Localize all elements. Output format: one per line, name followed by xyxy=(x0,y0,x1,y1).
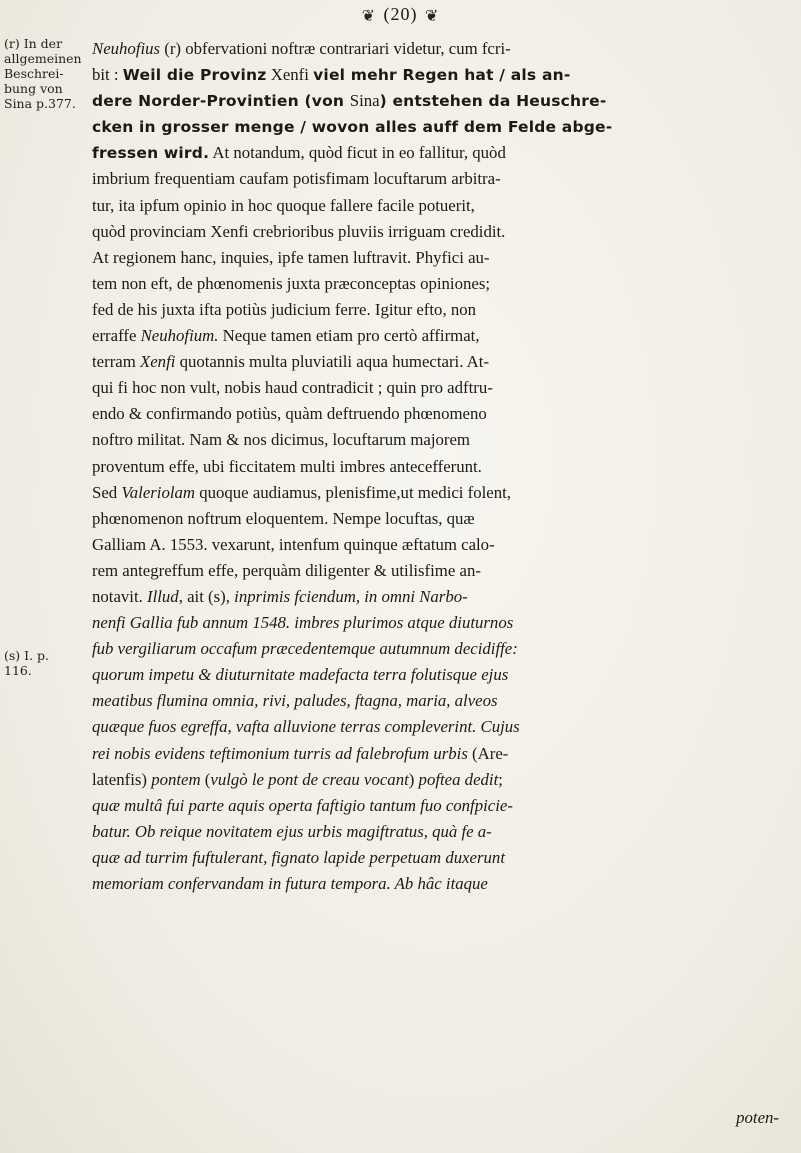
italic-text: inprimis fciendum, in omni Narbo- xyxy=(234,586,468,606)
left-ornament-icon: ❦ xyxy=(361,7,376,25)
body-text xyxy=(92,36,782,897)
latin-text: bit : xyxy=(92,65,123,85)
latin-text: At notandum, quòd ficut in eo fallitur, quòd xyxy=(209,143,506,163)
text-line xyxy=(92,193,782,219)
page-number: (20) xyxy=(383,4,418,24)
german-text: ) entstehen da Heuschre- xyxy=(379,92,607,111)
latin-text: ( xyxy=(200,769,211,789)
italic-text: meatibus flumina omnia, rivi, paludes, ftagna, maria, alveos xyxy=(92,691,498,711)
text-line xyxy=(92,245,782,271)
margin-note-line: Beschrei- xyxy=(4,66,64,81)
text-line xyxy=(92,297,782,323)
catchword: poten- xyxy=(736,1108,779,1127)
text-line xyxy=(92,349,782,375)
latin-text: endo & confirmando potiùs, quàm deftruendo phœnomeno xyxy=(92,404,487,424)
text-line xyxy=(92,793,782,819)
text-line xyxy=(92,401,782,427)
text-line xyxy=(92,140,782,166)
text-line xyxy=(92,714,782,740)
latin-text: tem non eft, de phœnomenis juxta præconceptas opiniones; xyxy=(92,273,491,293)
latin-text: latenfis) xyxy=(92,769,152,789)
margin-note-r xyxy=(4,36,84,111)
latin-text: Xenfi xyxy=(266,65,314,85)
latin-text: (Are- xyxy=(467,743,509,763)
latin-text: terram xyxy=(92,352,140,372)
latin-text: Sina xyxy=(349,91,380,111)
latin-text: ; xyxy=(498,769,503,789)
text-line xyxy=(92,454,782,480)
text-line xyxy=(92,845,782,871)
margin-note-line: (r) In der xyxy=(4,36,63,51)
german-text: fressen wird. xyxy=(92,144,210,163)
margin-note-line: (s) I. p. xyxy=(4,648,50,663)
text-line xyxy=(92,375,782,401)
text-line xyxy=(92,166,782,192)
italic-text: quæque fuos egreffa, vafta alluvione terras compleverint. Cujus xyxy=(92,717,520,737)
italic-text: Valeriolam xyxy=(121,482,196,502)
italic-text: Xenfi xyxy=(139,352,176,372)
latin-text: , ait (s), xyxy=(178,586,235,606)
text-line xyxy=(92,114,782,140)
text-line xyxy=(92,88,782,114)
italic-text: rei nobis evidens teftimonium turris ad falebrofum urbis xyxy=(92,743,468,763)
latin-text: fed de his juxta ifta potiùs judicium ferre. Igitur efto, non xyxy=(92,299,477,319)
italic-text: Neuhofium. xyxy=(140,326,219,346)
latin-text: quòd provinciam Xenfi crebrioribus pluviis irriguam credidit. xyxy=(92,221,506,241)
text-line xyxy=(92,584,782,610)
latin-text: quoque audiamus, plenisfime,ut medici folent, xyxy=(195,482,512,502)
latin-text: noftro militat. Nam & nos dicimus, locuftarum majorem xyxy=(92,430,470,450)
latin-text: proventum effe, ubi ficcitatem multi imbres antecefferunt. xyxy=(92,456,482,476)
latin-text: quotannis multa pluviatili aqua humectari. At- xyxy=(175,352,490,372)
italic-text: vulgò le pont de creau vocant xyxy=(210,769,409,789)
text-line xyxy=(92,871,782,897)
right-ornament-icon: ❦ xyxy=(425,7,440,25)
text-line xyxy=(92,36,782,62)
latin-text: Galliam A. 1553. vexarunt, intenfum quinque æftatum calo- xyxy=(92,534,495,554)
text-line xyxy=(92,480,782,506)
text-line xyxy=(92,558,782,584)
italic-text: quorum impetu & diuturnitate madefacta terra folutisque ejus xyxy=(92,665,509,685)
italic-text: quæ multâ fui parte aquis operta faftigio tantum fuo confpicie- xyxy=(92,795,513,815)
text-line xyxy=(92,323,782,349)
text-line xyxy=(92,219,782,245)
text-line xyxy=(92,271,782,297)
text-line xyxy=(92,62,782,88)
italic-text: quæ ad turrim fuftulerant, fignato lapide perpetuam duxerunt xyxy=(92,847,505,867)
text-line xyxy=(92,767,782,793)
text-line xyxy=(92,636,782,662)
text-line xyxy=(92,427,782,453)
text-line xyxy=(92,662,782,688)
german-text: viel mehr Regen hat / als an- xyxy=(313,66,571,85)
text-line xyxy=(92,819,782,845)
italic-text: pontem xyxy=(151,769,201,789)
text-line xyxy=(92,610,782,636)
margin-note-line: allgemeinen xyxy=(4,51,82,66)
italic-text: memoriam confervandam in futura tempora. Ab hâc itaque xyxy=(92,874,488,893)
italic-text: Neuhofius xyxy=(92,39,161,58)
latin-text: (r) obfervationi noftræ contrariari videtur, cum fcri- xyxy=(160,39,511,58)
italic-text: fub vergiliarum occafum præcedentemque autumnum decidiffe: xyxy=(92,639,518,659)
latin-text: rem antegreffum effe, perquàm diligenter & utilisfime an- xyxy=(92,560,481,580)
latin-text: Sed xyxy=(92,482,122,502)
latin-text: qui fi hoc non vult, nobis haud contradicit ; quin pro adftru- xyxy=(92,378,493,398)
latin-text: At regionem hanc, inquies, ipfe tamen luftravit. Phyfici au- xyxy=(92,247,490,267)
latin-text: ) xyxy=(408,769,419,789)
margin-note-line: 116. xyxy=(4,663,32,678)
latin-text: tur, ita ipfum opinio in hoc quoque fallere facile potuerit, xyxy=(92,195,475,215)
text-line xyxy=(92,688,782,714)
latin-text: erraffe xyxy=(92,326,141,346)
text-line xyxy=(92,532,782,558)
text-line xyxy=(92,741,782,767)
italic-text: batur. Ob reique novitatem ejus urbis magiftratus, quà fe a- xyxy=(92,821,492,841)
margin-note-line: bung von xyxy=(4,81,63,96)
german-text: cken in grosser menge / wovon alles auff dem Felde abge- xyxy=(92,118,613,137)
page-header xyxy=(0,4,801,36)
italic-text: Illud xyxy=(147,586,179,606)
latin-text: notavit. xyxy=(92,586,147,606)
latin-text: Neque tamen etiam pro certò affirmat, xyxy=(218,326,480,346)
latin-text: phœnomenon noftrum eloquentem. Nempe locuftas, quæ xyxy=(92,508,475,528)
german-text: dere Norder-Provintien (von xyxy=(92,92,350,111)
text-line xyxy=(92,506,782,532)
margin-note-line: Sina p.377. xyxy=(4,96,76,111)
german-text: Weil die Provinz xyxy=(122,66,267,85)
latin-text: imbrium frequentiam caufam potisfimam locuftarum arbitra- xyxy=(92,169,501,189)
italic-text: poftea dedit xyxy=(418,769,499,789)
italic-text: nenfi Gallia fub annum 1548. imbres plurimos atque diuturnos xyxy=(92,613,514,633)
margin-note-s xyxy=(4,648,84,678)
